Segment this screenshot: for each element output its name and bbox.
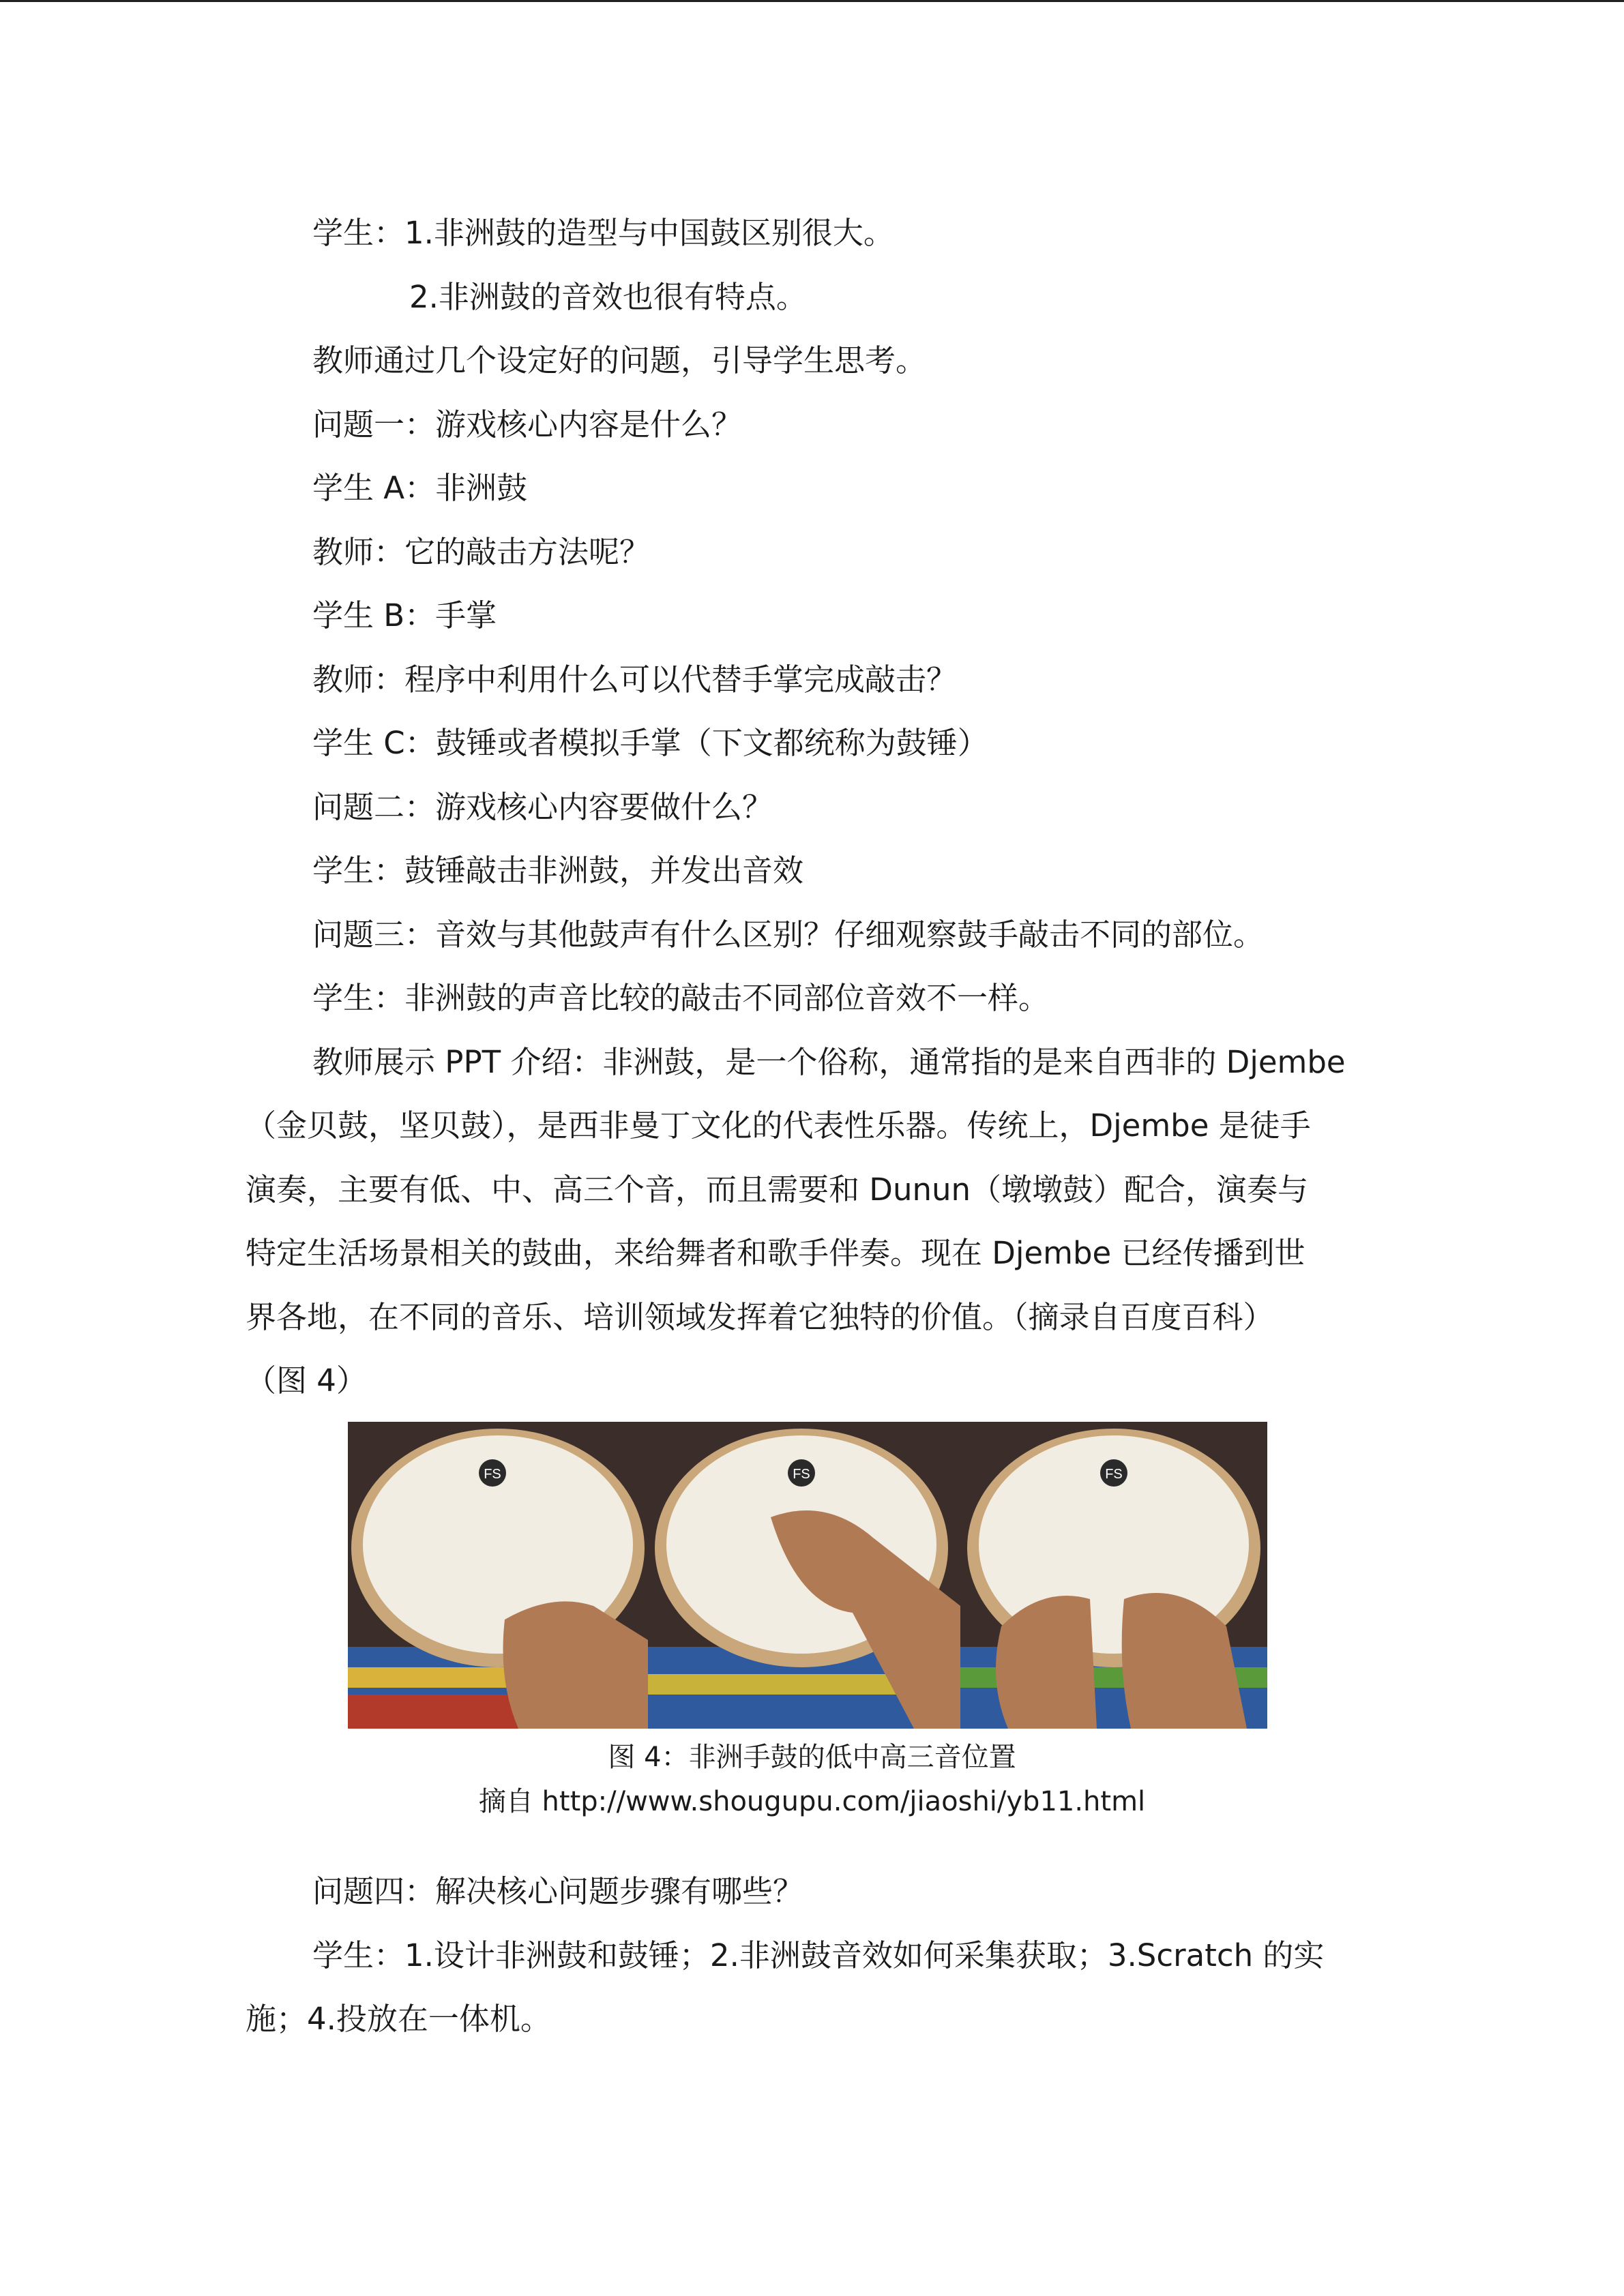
svg-text:FS: FS [484,1467,501,1482]
drum-photo-high [960,1422,1267,1729]
document-body [246,201,1378,1413]
teacher-question: 教师：程序中利用什么可以代替手掌完成敲击？ [312,661,958,698]
svg-text:FS: FS [793,1467,810,1482]
paragraph-line: 教师展示 PPT 介绍：非洲鼓，是一个俗称，通常指的是来自西非的 Djembe [312,1043,1346,1080]
student-a-answer: 学生 A：非洲鼓 [312,470,528,506]
student-b-answer: 学生 B：手掌 [312,597,497,633]
student-answer: 学生：1.设计非洲鼓和鼓锤；2.非洲鼓音效如何采集获取；3.Scratch 的实 [312,1937,1325,1973]
figure-caption: 图 4：非洲手鼓的低中高三音位置 [608,1742,1016,1773]
teacher-intro: 教师通过几个设定好的问题，引导学生思考。 [312,342,927,378]
figure-drum-photos [348,1422,1267,1729]
teacher-question: 教师：它的敲击方法呢？ [312,533,651,570]
question-4: 问题四：解决核心问题步骤有哪些？ [312,1873,804,1909]
question-3: 问题三：音效与其他鼓声有什么区别？仔细观察鼓手敲击不同的部位。 [312,916,1265,953]
drum-photo-mid [648,1422,960,1729]
figure-source: 摘自 http://www.shougupu.com/jiaoshi/yb11.html [478,1786,1146,1817]
paragraph-line: 特定生活场景相关的鼓曲，来给舞者和歌手伴奏。现在 Djembe 已经传播到世 [246,1235,1305,1271]
drum-photo-low [348,1422,648,1729]
document-body-continued [246,1860,1378,2051]
page-top-border [0,0,1624,2]
question-2: 问题二：游戏核心内容要做什么？ [312,788,773,825]
ppt-intro-paragraph [246,1030,1378,1413]
student-c-answer: 学生 C：鼓锤或者模拟手掌（下文都统称为鼓锤） [312,725,988,761]
paragraph-line: 界各地，在不同的音乐、培训领域发挥着它独特的价值。（摘录自百度百科） [246,1298,1274,1335]
paragraph-line: （金贝鼓，坚贝鼓），是西非曼丁文化的代表性乐器。传统上，Djembe 是徒手 [246,1107,1311,1144]
student-answer: 学生：非洲鼓的声音比较的敲击不同部位音效不一样。 [312,980,1050,1016]
figure-reference: （图 4） [246,1362,367,1399]
student-answer-continued: 施；4.投放在一体机。 [246,2001,551,2037]
paragraph-line: 演奏，主要有低、中、高三个音，而且需要和 Dunun（墩墩鼓）配合，演奏与 [246,1171,1309,1208]
svg-text:FS: FS [1105,1467,1123,1482]
student-answer: 学生：鼓锤敲击非洲鼓，并发出音效 [312,852,804,889]
student-answer-1: 学生：1.非洲鼓的造型与中国鼓区别很大。 [312,215,894,251]
student-answer-2: 2.非洲鼓的音效也很有特点。 [409,278,807,315]
question-1: 问题一：游戏核心内容是什么？ [312,406,743,443]
